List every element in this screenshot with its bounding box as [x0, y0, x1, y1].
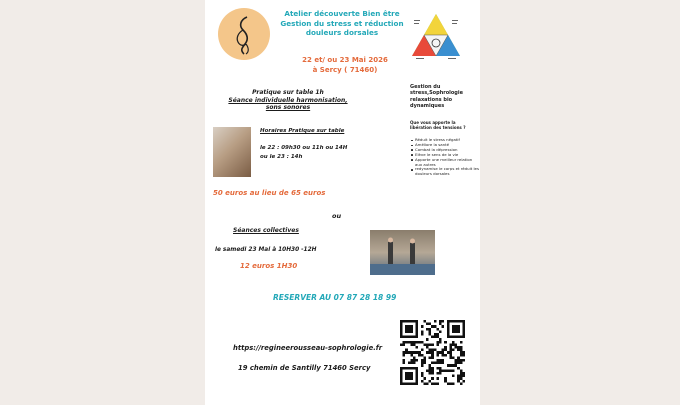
side-question	[410, 120, 478, 130]
side-heading	[410, 84, 478, 109]
silhouette-logo-icon	[218, 8, 270, 60]
dates-line: à Sercy ( 71460)	[312, 66, 378, 74]
side-question-line: libération des tensions ?	[410, 125, 466, 130]
side-heading-line: stress,Sophrologie	[410, 90, 463, 97]
horaires-line: le 22 : 09h30 ou 11h ou 14H	[260, 145, 348, 151]
side-question-line: Que vous apporte la	[410, 120, 456, 125]
pyramid-icon	[410, 12, 462, 60]
collective-title: Séances collectives	[233, 227, 299, 234]
postal-address: 19 chemin de Santilly 71460 Sercy	[238, 364, 371, 372]
title-line: douleurs dorsales	[305, 28, 379, 37]
qr-code-graphic	[400, 320, 465, 385]
price-collective: 12 euros 1H30	[240, 262, 298, 270]
title-line: Gestion du stress et réduction	[280, 18, 404, 28]
website-url: https://regineerousseau-sophrologie.fr	[233, 344, 383, 352]
seance-line: Séance individuelle harmonisation,	[228, 96, 348, 104]
dates-line: 22 et/ ou 23 Mai 2026	[302, 56, 388, 64]
list-item: Réduit le stress négatif	[410, 138, 480, 143]
horaires-line: ou le 23 : 14h	[260, 153, 303, 160]
price-individual: 50 euros au lieu de 65 euros	[213, 189, 326, 197]
group-session-photo	[370, 230, 435, 275]
benefits-list	[410, 138, 480, 177]
side-heading-line: dynamiques	[410, 102, 445, 109]
flyer	[205, 0, 480, 405]
list-item: Elève le sens de la vie	[410, 153, 480, 158]
logo	[218, 8, 270, 60]
horaires-block	[260, 144, 347, 161]
title-line: Atelier découverte Bien être	[284, 9, 400, 18]
flyer-title	[277, 9, 407, 38]
people-icon	[370, 230, 435, 275]
massage-table-photo	[213, 127, 251, 177]
qr-code-icon	[400, 320, 465, 385]
pratique-block	[208, 89, 368, 112]
collective-schedule: le samedi 23 Mai à 10H30 -12H	[215, 247, 317, 253]
event-dates	[295, 55, 395, 75]
pratique-line: Pratique sur table 1h	[252, 89, 324, 96]
side-heading-line: Gestion du	[410, 84, 441, 90]
list-item: Combat la dépression	[410, 148, 480, 153]
side-heading-line: relaxations bio	[410, 96, 453, 103]
list-item: Améliore la santé	[410, 143, 480, 148]
list-item: redynamise le corps et réduit les douleurs dorsales	[410, 167, 480, 177]
seance-line: sons sonores	[265, 104, 311, 111]
reservation-phone: RESERVER AU 07 87 28 18 99	[273, 293, 397, 302]
or-text: ou	[332, 212, 342, 220]
list-item: Apporte une meilleur relation aux autres	[410, 158, 480, 168]
horaires-title: Horaires Pratique sur table	[260, 128, 345, 134]
wellness-pyramid-image	[410, 12, 462, 60]
